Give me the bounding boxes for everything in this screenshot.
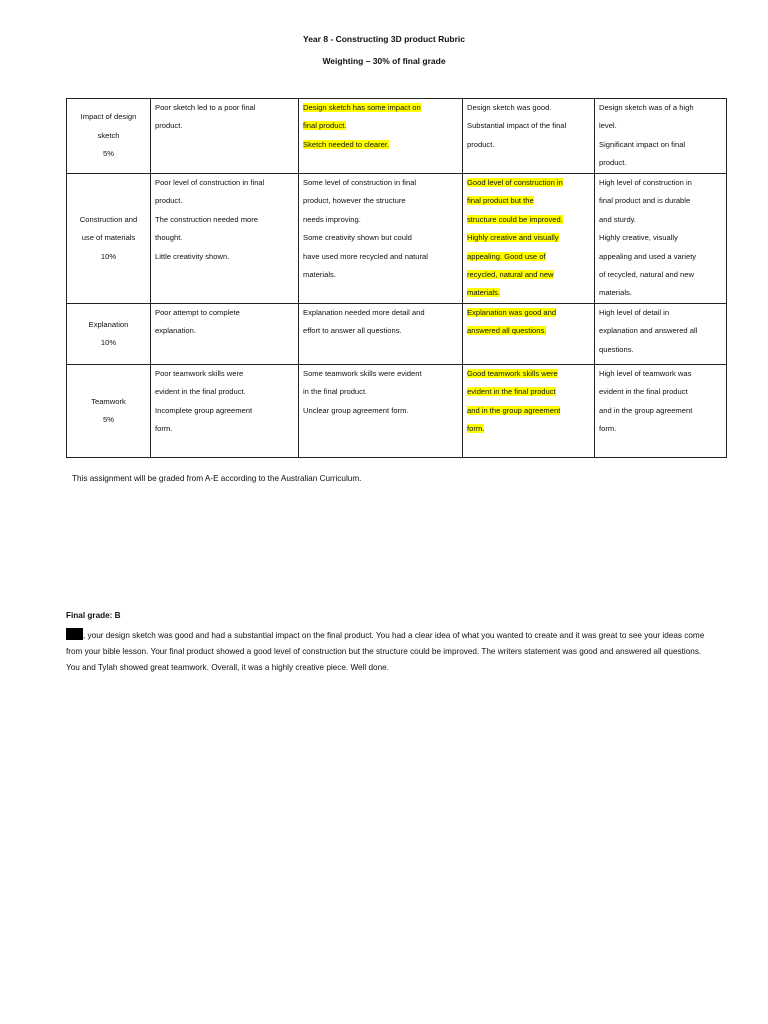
level-cell-poor [151,304,299,365]
level-cell-poor [151,365,299,458]
level-line [155,304,294,322]
level-line [303,266,458,284]
criterion-cell [67,99,151,174]
weighting-subtitle: Weighting – 30% of final grade [322,56,446,66]
level-text: Highly creative, visually [599,233,678,243]
criterion-line: sketch [97,130,120,140]
rubric-title: Year 8 - Constructing 3D product Rubric [303,34,465,44]
level-text: thought. [155,233,183,243]
highlighted-text: Design sketch has some impact on [303,103,421,112]
highlighted-text: answered all questions. [467,326,547,336]
level-text: form. [155,424,173,434]
criterion-line: 10% [100,338,117,347]
level-line [303,248,458,266]
level-text: product. [467,139,495,149]
level-line [599,99,722,117]
level-line [599,211,722,229]
level-line [467,402,590,420]
level-text: Substantial impact of the final [467,121,567,131]
level-text: materials. [303,270,336,280]
level-line [467,266,590,284]
level-cell-high [595,304,727,365]
level-line [303,117,458,135]
level-line [467,136,590,154]
level-text: product. [155,121,183,131]
level-line [599,266,722,284]
level-line [599,229,722,247]
level-line [599,322,722,340]
level-line [467,248,590,266]
level-line [467,229,590,247]
level-line [155,174,294,192]
criterion-cell [67,365,151,458]
level-line [303,136,458,154]
level-line [599,192,722,210]
level-text: level. [599,121,617,131]
level-line [599,117,722,135]
level-line [155,365,294,383]
highlighted-text: final product. [303,121,347,131]
criterion-line: 5% [103,415,114,424]
highlighted-text: appealing. Good use of [467,251,546,261]
highlighted-text: recycled, natural and new [467,270,554,280]
highlighted-text: and in the group agreement [467,405,561,415]
level-text: Design sketch was of a high [599,103,694,112]
criterion-line: use of materials [81,233,136,243]
level-cell-poor [151,99,299,174]
level-line [155,192,294,210]
level-line [467,174,590,192]
final-grade: Final grade: B [66,611,121,620]
level-cell-high [595,365,727,458]
level-line [467,383,590,401]
criterion-line: 5% [103,149,114,159]
level-line [303,174,458,192]
teacher-feedback [66,628,706,675]
highlighted-text: Sketch needed to clearer. [303,139,390,149]
level-text: High level of teamwork was [599,369,692,378]
level-text: appealing and used a variety [599,251,697,261]
rubric-row [67,304,727,365]
level-text: evident in the final product. [155,387,246,397]
level-text: High level of detail in [599,308,670,317]
level-line [467,99,590,117]
level-text: Design sketch was good. [467,103,552,112]
level-line [467,304,590,322]
level-cell-high [595,174,727,304]
level-line [467,211,590,229]
level-line [599,402,722,420]
level-line [599,304,722,322]
level-text: Incomplete group agreement [155,405,253,415]
level-line [155,383,294,401]
level-text: and sturdy. [599,214,637,224]
highlighted-text: final product but the [467,196,534,206]
level-text: and in the group agreement [599,405,693,415]
criterion-line: 10% [100,251,117,261]
level-line [599,248,722,266]
level-text: needs improving. [303,214,361,224]
level-text: High level of construction in [599,178,692,187]
level-line [599,420,722,438]
level-line [303,365,458,383]
level-cell-good [463,304,595,365]
level-text: Significant impact on final [599,139,686,149]
level-text: questions. [599,344,634,354]
rubric-row [67,174,727,304]
level-text: of recycled, natural and new [599,270,694,280]
grading-note: This assignment will be graded from A-E according to the Australian Curriculum. [72,474,362,483]
rubric-row [67,99,727,174]
highlighted-text: structure could be improved. [467,214,563,224]
level-text: Some creativity shown but could [303,233,412,243]
level-line [303,192,458,210]
level-line [155,229,294,247]
level-text: explanation. [155,326,196,336]
level-cell-good [463,174,595,304]
highlighted-text: Explanation was good and [467,308,557,317]
level-line [303,229,458,247]
level-cell-good [463,365,595,458]
level-cell-developing [299,99,463,174]
level-line [155,420,294,438]
level-line [155,322,294,340]
level-text: have used more recycled and natural [303,251,428,261]
level-line [155,248,294,266]
level-text: The construction needed more [155,214,258,224]
level-text: product. [155,196,183,206]
level-line [467,117,590,135]
level-line [599,136,722,154]
level-text: effort to answer all questions. [303,326,402,336]
rubric-table [66,98,727,458]
level-line [155,117,294,135]
level-cell-poor [151,174,299,304]
level-cell-high [595,99,727,174]
level-text: form. [599,424,617,434]
level-text: Poor teamwork skills were [155,369,244,378]
level-text: product. [599,158,627,168]
level-line [303,304,458,322]
level-line [599,341,722,359]
level-line [303,402,458,420]
level-text: Poor attempt to complete [155,308,240,317]
criterion-line: Teamwork [91,396,126,406]
level-line [599,154,722,172]
highlighted-text: materials. [467,288,500,298]
level-line [599,284,722,302]
level-line [599,365,722,383]
rubric-row [67,365,727,458]
level-text: Little creativity shown. [155,251,230,261]
level-line [303,99,458,117]
feedback-text: , your design sketch was good and had a substantial impact on the final product. You had a clear idea of what you wanted to create and it was great to see your ideas come from your bible lesson. Your final product showed a good level of construction but the structure could be improved. The writers statement was good and answered all questions. You and Tylah showed great teamwork. Overall, it was a highly creative piece. Well done. [66,631,705,672]
level-text: Poor level of construction in final [155,178,265,187]
level-cell-developing [299,174,463,304]
criterion-line: Construction and [79,214,138,224]
level-text: evident in the final product [599,387,688,397]
level-line [467,365,590,383]
level-text: final product and is durable [599,196,691,206]
level-text: Poor sketch led to a poor final [155,103,256,112]
criterion-cell [67,174,151,304]
level-text: Unclear group agreement form. [303,405,409,415]
level-text: Explanation needed more detail and [303,308,425,317]
level-line [155,99,294,117]
level-cell-developing [299,365,463,458]
highlighted-text: Highly creative and visually [467,233,559,243]
level-text: in the final product. [303,387,368,397]
level-line [155,211,294,229]
level-text: Some level of construction in final [303,178,417,187]
level-cell-developing [299,304,463,365]
highlighted-text: Good level of construction in [467,178,563,187]
highlighted-text: evident in the final product [467,387,556,397]
redacted-name [66,628,83,640]
level-text: Some teamwork skills were evident [303,369,422,378]
level-line [467,192,590,210]
level-line [599,174,722,192]
highlighted-text: form. [467,424,485,434]
level-line [303,322,458,340]
highlighted-text: Good teamwork skills were [467,369,558,378]
level-cell-good [463,99,595,174]
criterion-cell [67,304,151,365]
level-text: product, however the structure [303,196,406,206]
level-line [467,322,590,340]
level-line [155,402,294,420]
level-text: explanation and answered all [599,326,698,336]
criterion-line: Impact of design [80,112,137,122]
level-line [467,284,590,302]
level-line [599,383,722,401]
level-line [303,211,458,229]
level-line [467,420,590,438]
level-text: materials. [599,288,632,298]
criterion-line: Explanation [88,319,129,329]
level-line [303,383,458,401]
